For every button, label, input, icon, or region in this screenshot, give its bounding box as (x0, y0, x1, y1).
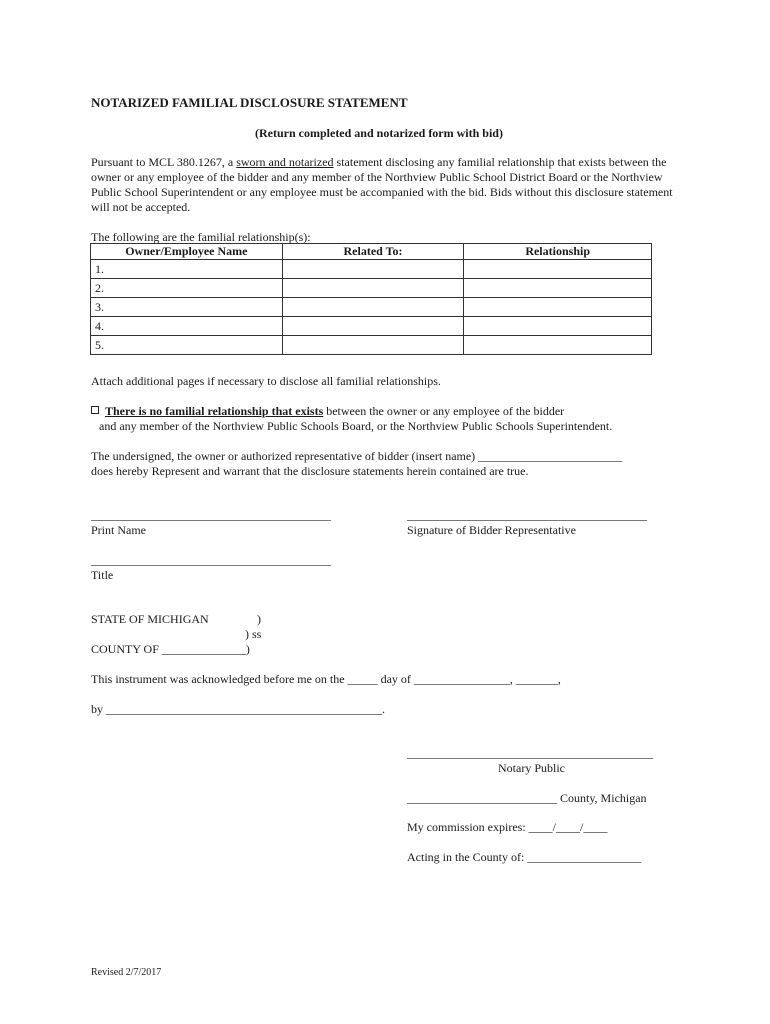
related-to-cell[interactable] (282, 298, 464, 317)
revision-footer: Revised 2/7/2017 (91, 967, 162, 978)
no-relationship-line2: and any member of the Northview Public Schools Board, or the Northview Public Schools Superintendent. (99, 419, 613, 433)
header-relationship: Relationship (464, 244, 652, 260)
county-label: COUNTY OF ______________) (91, 642, 250, 656)
relationship-cell[interactable] (464, 336, 652, 355)
undersigned-line2: does hereby Represent and warrant that the disclosure statements herein contained are true. (91, 464, 529, 478)
notary-blank[interactable]: _________________________________________ (407, 746, 653, 760)
relationship-cell[interactable] (464, 298, 652, 317)
attach-note: Attach additional pages if necessary to disclose all familial relationships. (91, 374, 441, 388)
state-label: STATE OF MICHIGAN (91, 612, 209, 626)
title-blank[interactable]: ________________________________________ (91, 553, 331, 567)
table-header-row (91, 244, 652, 260)
no-relationship-checkbox[interactable] (91, 406, 99, 414)
intro-text-rest: statement disclosing any familial relationship that exists between the owner or any employee of the bidder and any member of the Northview Public School District Board or the Northview Public School Superintendent or any employee must be accompanied with the bid. Bids without this disclosure statement will not be accepted. (91, 155, 673, 214)
relationship-table (90, 243, 652, 355)
form-title: NOTARIZED FAMILIAL DISCLOSURE STATEMENT (91, 95, 408, 110)
notary-public-label: Notary Public (498, 761, 565, 775)
table-row (91, 336, 652, 355)
notary-county-line: _________________________ County, Michigan (407, 791, 647, 805)
intro-paragraph (91, 155, 681, 215)
table-row (91, 279, 652, 298)
header-owner-employee: Owner/Employee Name (91, 244, 283, 260)
no-relationship-statement (91, 404, 564, 419)
table-intro: The following are the familial relationship(s): (91, 230, 311, 244)
related-to-cell[interactable] (282, 279, 464, 298)
row-number[interactable]: 2. (91, 279, 283, 298)
intro-underlined-text: sworn and notarized (236, 155, 334, 169)
related-to-cell[interactable] (282, 336, 464, 355)
ss-label: ) ss (245, 627, 262, 641)
row-number[interactable]: 5. (91, 336, 283, 355)
related-to-cell[interactable] (282, 317, 464, 336)
table-row (91, 260, 652, 279)
relationship-cell[interactable] (464, 279, 652, 298)
related-to-cell[interactable] (282, 260, 464, 279)
undersigned-line1: The undersigned, the owner or authorized representative of bidder (insert name) ________________________ (91, 449, 623, 463)
signature-label: Signature of Bidder Representative (407, 523, 576, 537)
acknowledgement-line1: This instrument was acknowledged before me on the _____ day of ________________, _______, (91, 672, 561, 686)
title-label: Title (91, 568, 114, 582)
no-relationship-text: between the owner or any employee of the bidder (323, 404, 565, 418)
state-paren: ) (257, 612, 261, 626)
no-relationship-bold-text: There is no familial relationship that exists (105, 404, 324, 418)
relationship-cell[interactable] (464, 260, 652, 279)
table-row (91, 317, 652, 336)
print-name-label: Print Name (91, 523, 146, 537)
row-number[interactable]: 3. (91, 298, 283, 317)
intro-text: Pursuant to MCL 380.1267, a (91, 155, 237, 169)
header-related-to: Related To: (282, 244, 464, 260)
acknowledgement-line2: by ______________________________________________. (91, 702, 385, 716)
relationship-cell[interactable] (464, 317, 652, 336)
table-row (91, 298, 652, 317)
acting-county: Acting in the County of: ___________________ (407, 850, 642, 864)
row-number[interactable]: 4. (91, 317, 283, 336)
form-subtitle: (Return completed and notarized form with bid) (255, 126, 503, 140)
row-number[interactable]: 1. (91, 260, 283, 279)
print-name-blank[interactable]: ________________________________________ (91, 508, 331, 522)
signature-blank[interactable]: ________________________________________ (407, 508, 647, 522)
commission-expires: My commission expires: ____/____/____ (407, 820, 608, 834)
